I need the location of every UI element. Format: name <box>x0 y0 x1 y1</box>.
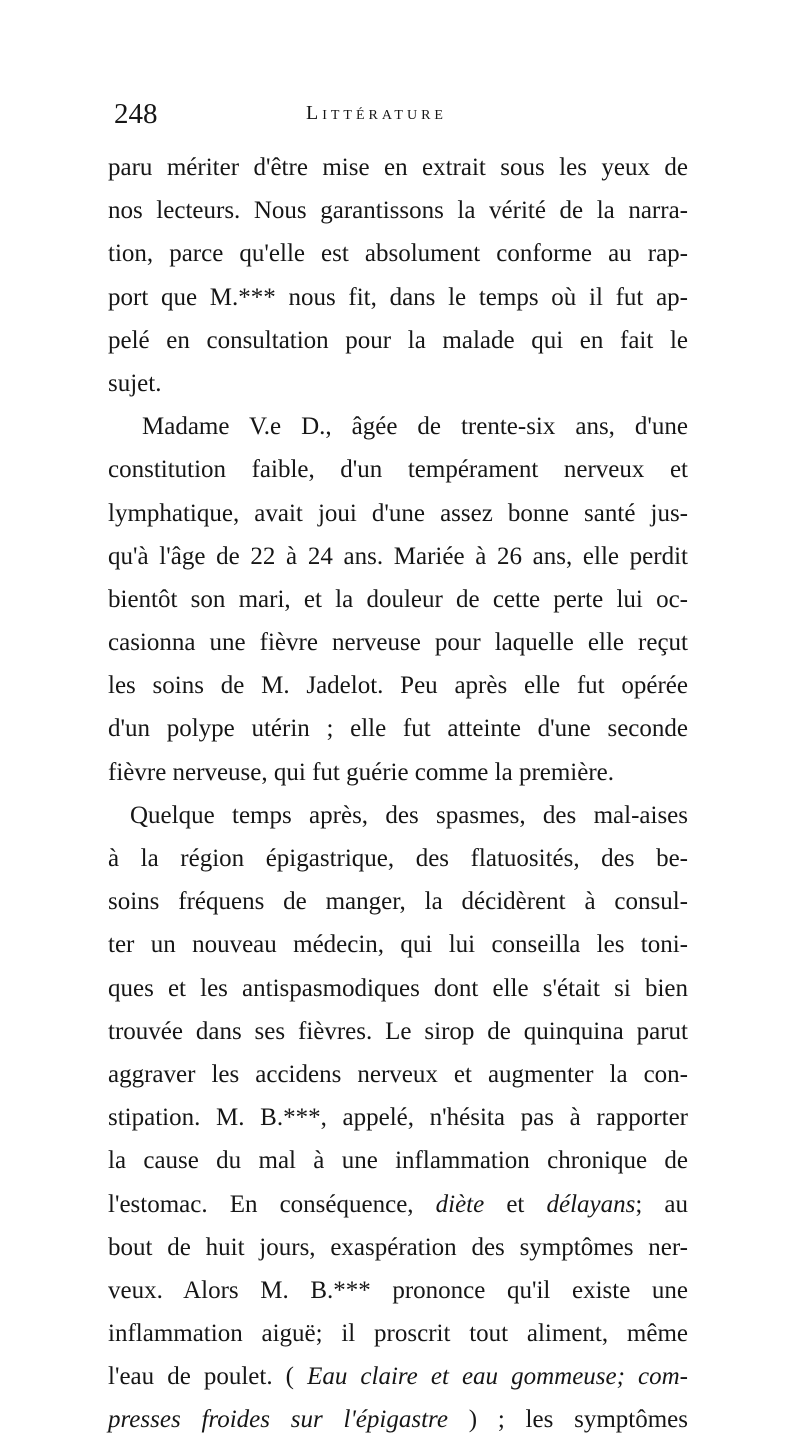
text-line: veux. Alors M. B.*** prononce qu'il existe une <box>108 1276 688 1304</box>
text-line: les soins de M. Jadelot. Peu après elle fut opérée <box>108 672 688 700</box>
text-line: bientôt son mari, et la douleur de cette perte lui oc- <box>108 585 688 613</box>
text-line: port que M.*** nous fit, dans le temps où il fut ap- <box>108 283 688 311</box>
text-line: pelé en consultation pour la malade qui en fait le <box>108 326 688 354</box>
text-line: casionna une fièvre nerveuse pour laquelle elle reçut <box>108 629 688 657</box>
text-line: Quelque temps après, des spasmes, des mal-aises <box>130 801 688 829</box>
text-line: à la région épigastrique, des flatuosités, des be- <box>108 845 688 872</box>
text-line: sujet. <box>108 369 162 397</box>
running-title: Littérature <box>306 102 447 124</box>
text-line: stipation. M. B.***, appelé, n'hésita pas à rapporter <box>108 1104 688 1132</box>
text-line: inflammation aiguë; il proscrit tout aliment, même <box>108 1320 688 1348</box>
text-line: trouvée dans ses fièvres. Le sirop de quinquina parut <box>108 1017 688 1045</box>
running-head <box>108 96 668 136</box>
text-line: ques et les antispasmodiques dont elle s'était si bien <box>108 974 688 1002</box>
text-line: presses froides sur l'épigastre ) ; les symptômes <box>108 1406 688 1434</box>
text-line: d'un polype utérin ; elle fut atteinte d'une seconde <box>108 715 688 743</box>
text-line: l'eau de poulet. ( Eau claire et eau gommeuse; com- <box>108 1363 688 1391</box>
text-line: la cause du mal à une inflammation chronique de <box>108 1147 688 1175</box>
text-line: Madame V.e D., âgée de trente-six ans, d'une <box>142 413 688 441</box>
text-line: bout de huit jours, exaspération des symptômes ner- <box>108 1233 688 1261</box>
body-text <box>108 146 688 1442</box>
text-line: soins fréquens de manger, la décidèrent à consul- <box>108 888 688 916</box>
text-line: tion, parce qu'elle est absolument conforme au rap- <box>108 240 688 268</box>
text-line: ter un nouveau médecin, qui lui conseilla les toni- <box>108 931 688 959</box>
text-line: aggraver les accidens nerveux et augmenter la con- <box>108 1060 688 1088</box>
text-line: lymphatique, avait joui d'une assez bonne santé jus- <box>108 499 688 527</box>
text-line: nos lecteurs. Nous garantissons la vérité de la narra- <box>108 197 688 225</box>
page-number: 248 <box>114 98 158 130</box>
text-line: constitution faible, d'un tempérament nerveux et <box>108 456 688 484</box>
text-line: paru mériter d'être mise en extrait sous les yeux de <box>108 154 688 181</box>
text-line: l'estomac. En conséquence, diète et délayans; au <box>108 1190 689 1218</box>
text-line: fièvre nerveuse, qui fut guérie comme la première. <box>108 758 615 786</box>
text-line: qu'à l'âge de 22 à 24 ans. Mariée à 26 ans, elle perdit <box>108 542 688 570</box>
